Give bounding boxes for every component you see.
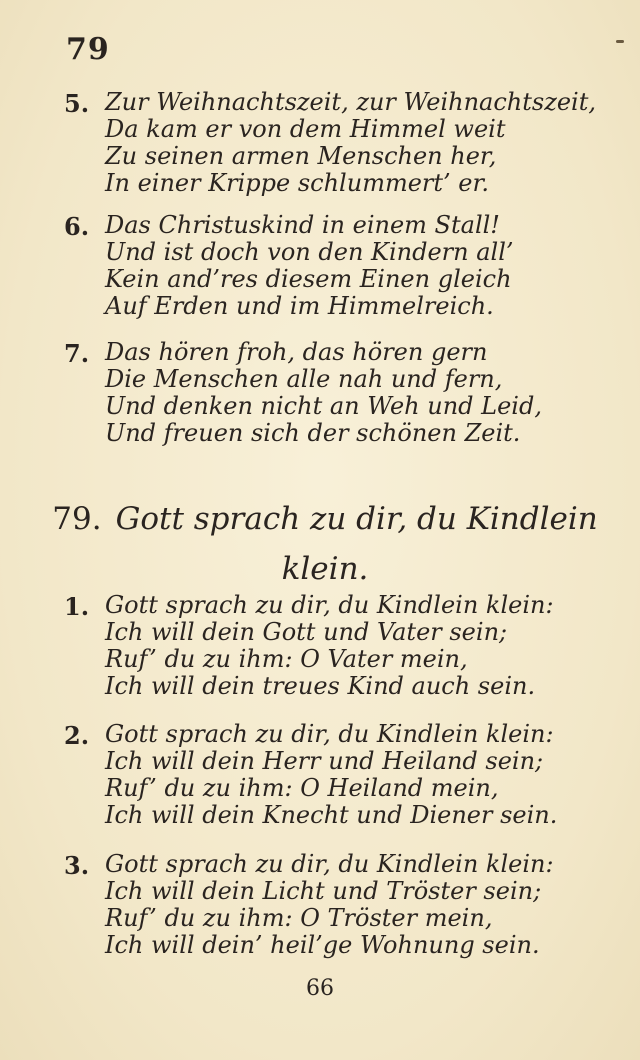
stanza-number: 2. xyxy=(64,721,90,750)
hymn-title-line-2: klein. xyxy=(281,551,369,587)
stanza-6 xyxy=(64,212,584,320)
stanza-line: Gott sprach zu dir, du Kindlein klein: xyxy=(105,850,554,878)
stanza-line: Und ist doch von den Kindern all’ xyxy=(105,238,514,266)
stanza-line: Ich will dein Licht und Tröster sein; xyxy=(105,877,542,905)
stanza-line: Ruf’ du zu ihm: O Heiland mein, xyxy=(105,774,499,802)
stanza-line: Ich will dein Gott und Vater sein; xyxy=(105,618,508,646)
stanza-3 xyxy=(64,851,584,959)
stanza-line: Das hören froh, das hören gern xyxy=(105,338,488,366)
stanza-5 xyxy=(64,88,597,197)
stanza-number: 1. xyxy=(64,592,90,621)
stanza-line: Gott sprach zu dir, du Kindlein klein: xyxy=(105,591,554,619)
stanza-line: Ich will dein’ heil’ge Wohnung sein. xyxy=(105,931,540,959)
stanza-number: 5. xyxy=(64,89,90,118)
hymn-title-text: Gott sprach zu dir, du Kindlein xyxy=(115,501,598,537)
stanza-line: Ruf’ du zu ihm: O Tröster mein, xyxy=(105,904,493,932)
stanza-line: Gott sprach zu dir, du Kindlein klein: xyxy=(105,720,554,748)
stanza-line: Die Menschen alle nah und fern, xyxy=(105,365,503,393)
stanza-line: Und denken nicht an Weh und Leid, xyxy=(105,392,542,420)
hymn-number: 79. xyxy=(52,501,102,537)
stanza-number: 6. xyxy=(64,212,90,241)
hymn-title-line-1 xyxy=(40,494,610,544)
stanza-line: In einer Krippe schlummert’ er. xyxy=(105,169,489,197)
stanza-line: Zur Weihnachtszeit, zur Weihnachtszeit, xyxy=(105,88,597,116)
stanza-line: Ich will dein Knecht und Diener sein. xyxy=(105,801,558,829)
stanza-number: 3. xyxy=(64,851,90,880)
stanza-line: Ich will dein treues Kind auch sein. xyxy=(105,672,536,700)
stanza-line: Auf Erden und im Himmelreich. xyxy=(105,292,494,320)
stanza-2 xyxy=(64,721,584,829)
stanza-1 xyxy=(64,592,584,700)
stanza-line: Das Christuskind in einem Stall! xyxy=(105,211,500,239)
stanza-line: Zu seinen armen Menschen her, xyxy=(105,142,497,170)
stanza-number: 7. xyxy=(64,339,90,368)
stanza-line: Ruf’ du zu ihm: O Vater mein, xyxy=(105,645,468,673)
hymn-title xyxy=(40,494,610,594)
stanza-line: Da kam er von dem Himmel weit xyxy=(105,115,506,143)
stanza-line: Ich will dein Herr und Heiland sein; xyxy=(105,747,544,775)
stanza-line: Kein and’res diesem Einen gleich xyxy=(105,265,512,293)
page-number: 66 xyxy=(306,976,334,1001)
stanza-7 xyxy=(64,339,584,447)
page-edge-mark xyxy=(616,40,624,43)
running-hymn-number: 79 xyxy=(66,32,110,67)
stanza-line: Und freuen sich der schönen Zeit. xyxy=(105,419,521,447)
